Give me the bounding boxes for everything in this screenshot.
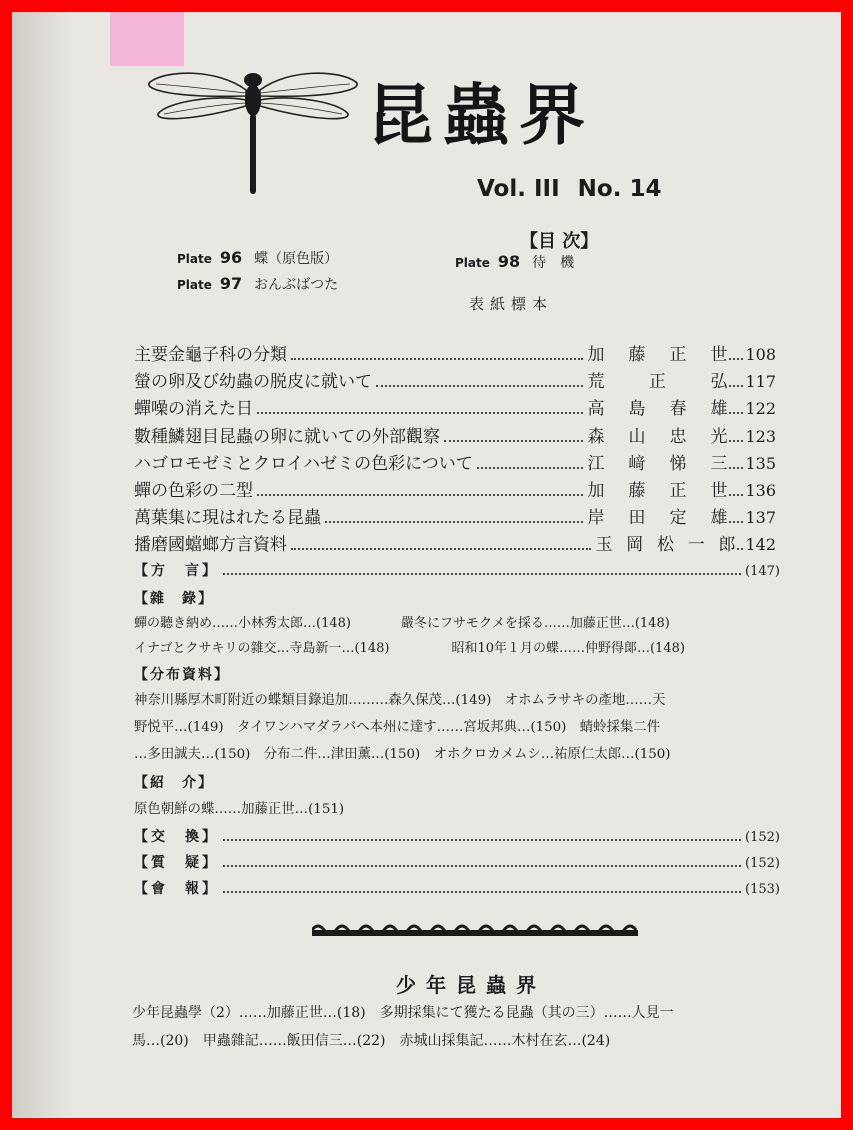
plate-98: Plate 98 待 機 <box>455 252 575 271</box>
section-kaiho: 【會 報】 (153) <box>134 881 780 897</box>
zatsuroku-line: イナゴとクサキリの雜交…寺島新一…(148) 昭和10年１月の蝶……仲野得郞…(148) <box>134 641 685 656</box>
issue-label: No. 14 <box>577 176 662 202</box>
shonen-line: 少年昆蟲學（2）……加藤正世…(18) 多期採集にて獲たる昆蟲（其の三）……人見一 <box>132 1005 674 1021</box>
shokai-line: 原色朝鮮の蝶……加藤正世…(151) <box>134 802 345 817</box>
ornamental-divider <box>312 922 638 942</box>
toc-entry: 蟬噪の消えた日 高 島 春 雄 122 <box>134 399 776 419</box>
section-shitsugi: 【質 疑】 (152) <box>134 855 780 871</box>
section-bunpu-heading: 【分布資料】 <box>134 667 230 683</box>
volume-label: Vol. III <box>477 176 560 202</box>
toc-entry: 主要金龜子科の分類 加 藤 正 世 108 <box>134 345 776 365</box>
section-hogen: 【方 言】 (147) <box>134 563 780 579</box>
toc-entry: ハゴロモゼミとクロイハゼミの色彩について 江 﨑 悌 三 135 <box>134 454 776 474</box>
toc-entry: 蟬の色彩の二型 加 藤 正 世 136 <box>134 481 776 501</box>
magazine-title: 昆蟲界 <box>367 76 595 154</box>
zatsuroku-line: 蟬の聽き納め……小林秀太郎…(148) 嚴冬にフサモクメを採る……加藤正世…(148) <box>134 616 670 631</box>
toc-entry: 播磨國蟷螂方言資料 玉 岡 松 一 郎 142 <box>134 535 776 555</box>
section-zatsuroku-heading: 【雜 錄】 <box>134 591 214 607</box>
toc-entry: 萬葉集に現はれたる昆蟲 岸 田 定 雄 137 <box>134 508 776 528</box>
dragonfly-icon <box>136 64 364 198</box>
plate-96: Plate 96 蝶（原色版） <box>177 248 339 267</box>
toc-entry: 數種鱗翅目昆蟲の卵に就いての外部觀察 森 山 忠 光 123 <box>134 427 776 447</box>
shonen-line: 馬…(20) 甲蟲雜記……飯田信三…(22) 赤城山採集記……木村在玄…(24) <box>132 1033 611 1049</box>
toc-heading: 【目 次】 <box>520 231 599 252</box>
cover-specimen: 表紙標本 <box>469 295 554 313</box>
toc-entry: 螢の卵及び幼蟲の脱皮に就いて 荒 正 弘 117 <box>134 372 776 392</box>
volume-number <box>477 176 679 202</box>
shonen-section-title: 少年昆蟲界 <box>396 973 546 997</box>
section-koukan: 【交 換】 (152) <box>134 829 780 845</box>
plate-97: Plate 97 おんぶばつた <box>177 274 339 293</box>
bunpu-line: …多田誠夫…(150) 分布二件…津田薰…(150) オホクロカメムシ…祐原仁太郎…(150) <box>134 747 671 762</box>
bunpu-line: 神奈川縣厚木町附近の蝶類目錄追加………森久保茂…(149) オホムラサキの產地……天 <box>134 693 666 708</box>
section-shokai-heading: 【紹 介】 <box>134 775 214 791</box>
bunpu-line: 野悦平…(149) タイワンハマダラバへ本州に達す……宮坂邦典…(150) 蜻蛉採集二件 <box>134 720 661 735</box>
magazine-page <box>12 12 841 1118</box>
pink-sticky-note <box>110 12 184 66</box>
